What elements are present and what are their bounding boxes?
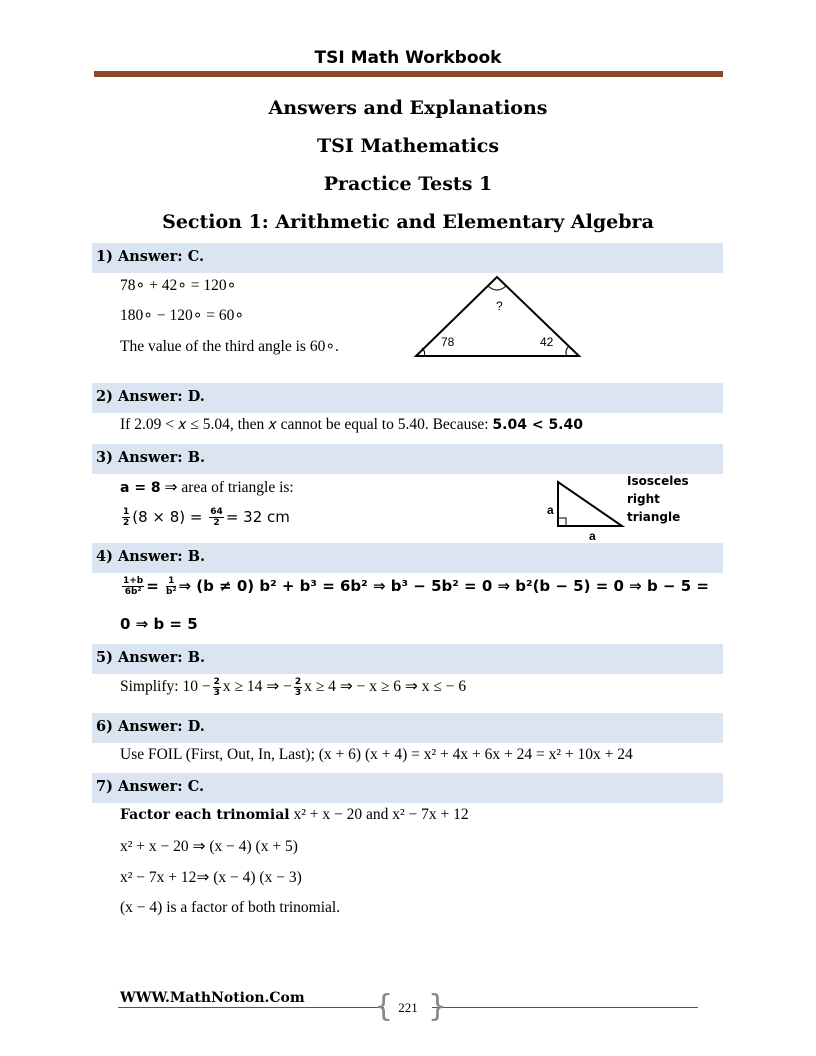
caption-line: Isosceles xyxy=(627,474,689,488)
q4-line-1 xyxy=(120,576,709,597)
q1-triangle-diagram xyxy=(410,272,590,362)
page-title: Answers and Explanations xyxy=(268,97,548,119)
answer-band-4 xyxy=(92,543,723,573)
header-rule xyxy=(94,71,723,77)
left-bracket-icon: { xyxy=(374,989,394,1024)
fraction xyxy=(122,576,144,597)
q7-bold-text: Factor each trinomial xyxy=(120,807,290,823)
page-number: 221 xyxy=(384,994,432,1022)
numerator: 2 xyxy=(213,677,220,687)
denominator: 3 xyxy=(213,688,220,698)
q3-expr-b: = 32 cm xyxy=(225,508,290,526)
q2-bold-text: 5.04 < 5.40 xyxy=(492,417,583,433)
denominator: 6b² xyxy=(124,587,142,597)
section-title: Section 1: Arithmetic and Elementary Algebra xyxy=(162,211,654,233)
right-bracket-icon: } xyxy=(428,989,448,1024)
numerator: 2 xyxy=(294,677,302,687)
subtitle-1: TSI Mathematics xyxy=(316,135,500,157)
q3-line-2 xyxy=(120,507,290,528)
q7-line-4: (x − 4) is a factor of both trinomial. xyxy=(120,899,341,916)
answer-band-2 xyxy=(92,383,723,413)
answer-label: 3) Answer: B. xyxy=(96,449,206,466)
denominator: 3 xyxy=(294,688,302,698)
running-header: TSI Math Workbook xyxy=(314,48,502,68)
answer-label: 2) Answer: D. xyxy=(96,388,205,405)
q5-text-1: Simplify: 10 − xyxy=(120,678,211,696)
denominator: b² xyxy=(166,587,177,597)
q1-line-3: The value of the third angle is 60∘. xyxy=(120,338,339,355)
denominator: 2 xyxy=(213,518,220,528)
fraction xyxy=(122,507,130,528)
q5-text-2: x ≥ 14 ⇒ − xyxy=(222,678,292,696)
fraction xyxy=(294,677,302,698)
diagram-caption xyxy=(627,472,689,526)
answer-band-5 xyxy=(92,644,723,674)
q5-text-3: x ≥ 4 ⇒ − x ≥ 6 ⇒ x ≤ − 6 xyxy=(304,678,467,696)
equals-sign: = xyxy=(146,577,165,595)
right-angle-arc xyxy=(566,346,569,356)
answer-band-1 xyxy=(92,243,723,273)
q7-line-2: x² + x − 20 ⇒ (x − 4) (x + 5) xyxy=(120,838,298,855)
numerator: 1 xyxy=(166,576,176,587)
apex-angle-arc xyxy=(488,286,506,290)
q1-line-2: 180∘ − 120∘ = 60∘ xyxy=(120,307,245,324)
q6-line: Use FOIL (First, Out, In, Last); (x + 6) (x + 4) = x² + 4x + 6x + 24 = x² + 10x + 24 xyxy=(120,746,633,763)
left-angle-label: 78 xyxy=(441,335,455,349)
numerator: 1 xyxy=(123,507,130,517)
q3-expr-a: (8 × 8) = xyxy=(132,508,203,526)
answer-label: 5) Answer: B. xyxy=(96,649,206,666)
numerator: 1+b xyxy=(123,576,144,586)
q5-line xyxy=(120,677,466,698)
q7-line-3: x² − 7x + 12⇒ (x − 4) (x − 3) xyxy=(120,869,302,886)
denominator: 2 xyxy=(123,518,130,528)
right-angle-label: 42 xyxy=(540,335,554,349)
fraction xyxy=(166,576,176,597)
caption-line: right xyxy=(627,492,660,506)
apex-label: ? xyxy=(496,299,503,313)
numerator: 64 xyxy=(210,507,223,517)
answer-band-6 xyxy=(92,713,723,743)
q2-text: If 2.09 < 𝑥 ≤ 5.04, then 𝑥 cannot be equal to 5.40. Because: xyxy=(120,416,493,433)
answer-band-7 xyxy=(92,773,723,803)
q4-line-2: 0 ⇒ b = 5 xyxy=(120,615,198,633)
q3-right-triangle-diagram xyxy=(540,476,630,542)
q1-line-1: 78∘ + 42∘ = 120∘ xyxy=(120,277,237,294)
base-label: a xyxy=(589,529,596,542)
answer-label: 1) Answer: C. xyxy=(96,248,205,265)
caption-line: triangle xyxy=(627,510,681,524)
q3-bold-text: a = 8 xyxy=(120,480,161,496)
side-label: a xyxy=(547,503,554,517)
q7-line-1 xyxy=(120,806,469,824)
footer-website: WWW.MathNotion.Com xyxy=(120,990,305,1006)
right-angle-marker xyxy=(558,518,566,526)
q7-text: x² + x − 20 and x² − 7x + 12 xyxy=(289,806,469,823)
q3-text: ⇒ area of triangle is: xyxy=(160,479,294,496)
answer-label: 7) Answer: C. xyxy=(96,778,205,795)
q4-expr: ⇒ (b ≠ 0) b² + b³ = 6b² ⇒ b³ − 5b² = 0 ⇒ b²(b − 5) = 0 ⇒ b − 5 = xyxy=(178,577,709,595)
answer-label: 4) Answer: B. xyxy=(96,548,206,565)
right-triangle-shape xyxy=(558,482,622,526)
fraction xyxy=(209,507,224,528)
subtitle-2: Practice Tests 1 xyxy=(323,173,493,195)
q2-line xyxy=(120,416,583,434)
answer-band-3 xyxy=(92,444,723,474)
fraction xyxy=(213,677,221,698)
answer-label: 6) Answer: D. xyxy=(96,718,205,735)
q3-line-1 xyxy=(120,478,294,497)
